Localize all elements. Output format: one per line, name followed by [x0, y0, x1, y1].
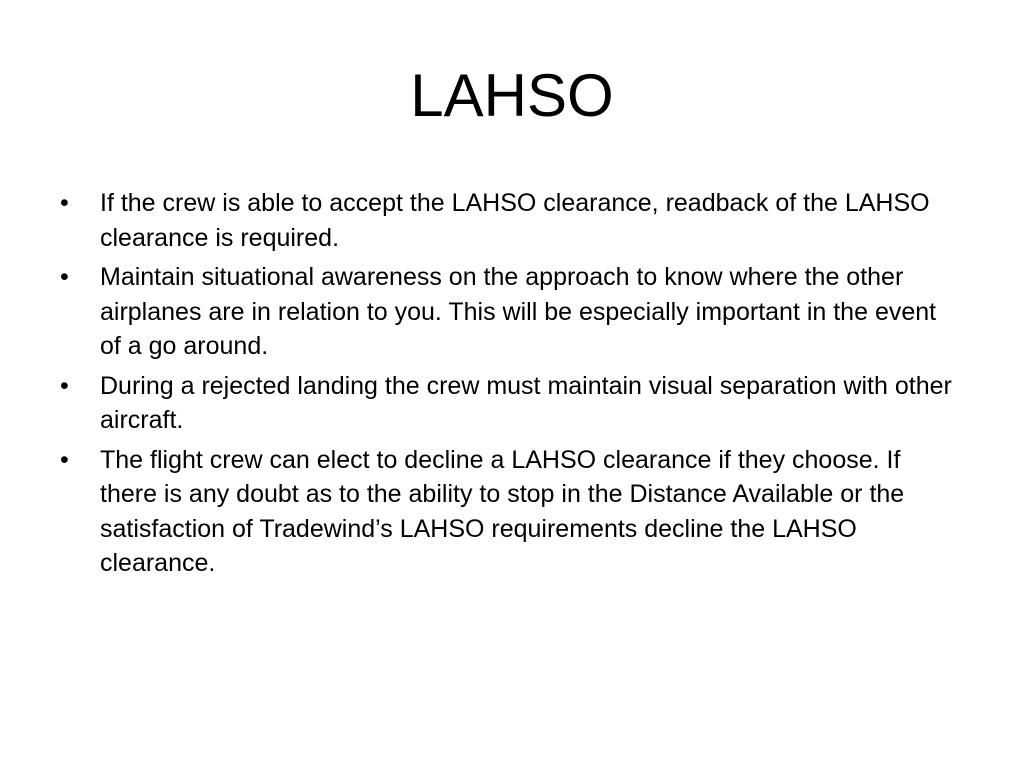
bullet-text: The flight crew can elect to decline a LAHSO clearance if they choose. If there is any doubt as to the ability to stop in the Distance Available or the satisfaction of Tradewind’s LAHSO requirements decline the LAHSO clearance. — [100, 445, 905, 577]
bullet-marker-icon: • — [60, 371, 69, 400]
bullet-item-2 — [60, 260, 960, 364]
bullet-marker-icon: • — [60, 263, 69, 291]
bullet-list — [60, 186, 960, 586]
bullet-item-3 — [60, 369, 960, 438]
bullet-text: If the crew is able to accept the LAHSO clearance, readback of the LAHSO clearance is required. — [100, 189, 930, 252]
bullet-text: During a rejected landing the crew must maintain visual separation with other aircraft. — [100, 371, 952, 434]
bullet-item-1 — [60, 186, 960, 255]
bullet-text: Maintain situational awareness on the approach to know where the other airplanes are in relation to you. This will be especially important in the event of a go around. — [100, 263, 937, 360]
slide-title: LAHSO — [410, 62, 614, 129]
bullet-marker-icon: • — [60, 189, 69, 217]
bullet-item-4 — [60, 443, 960, 581]
bullet-marker-icon: • — [60, 445, 69, 474]
